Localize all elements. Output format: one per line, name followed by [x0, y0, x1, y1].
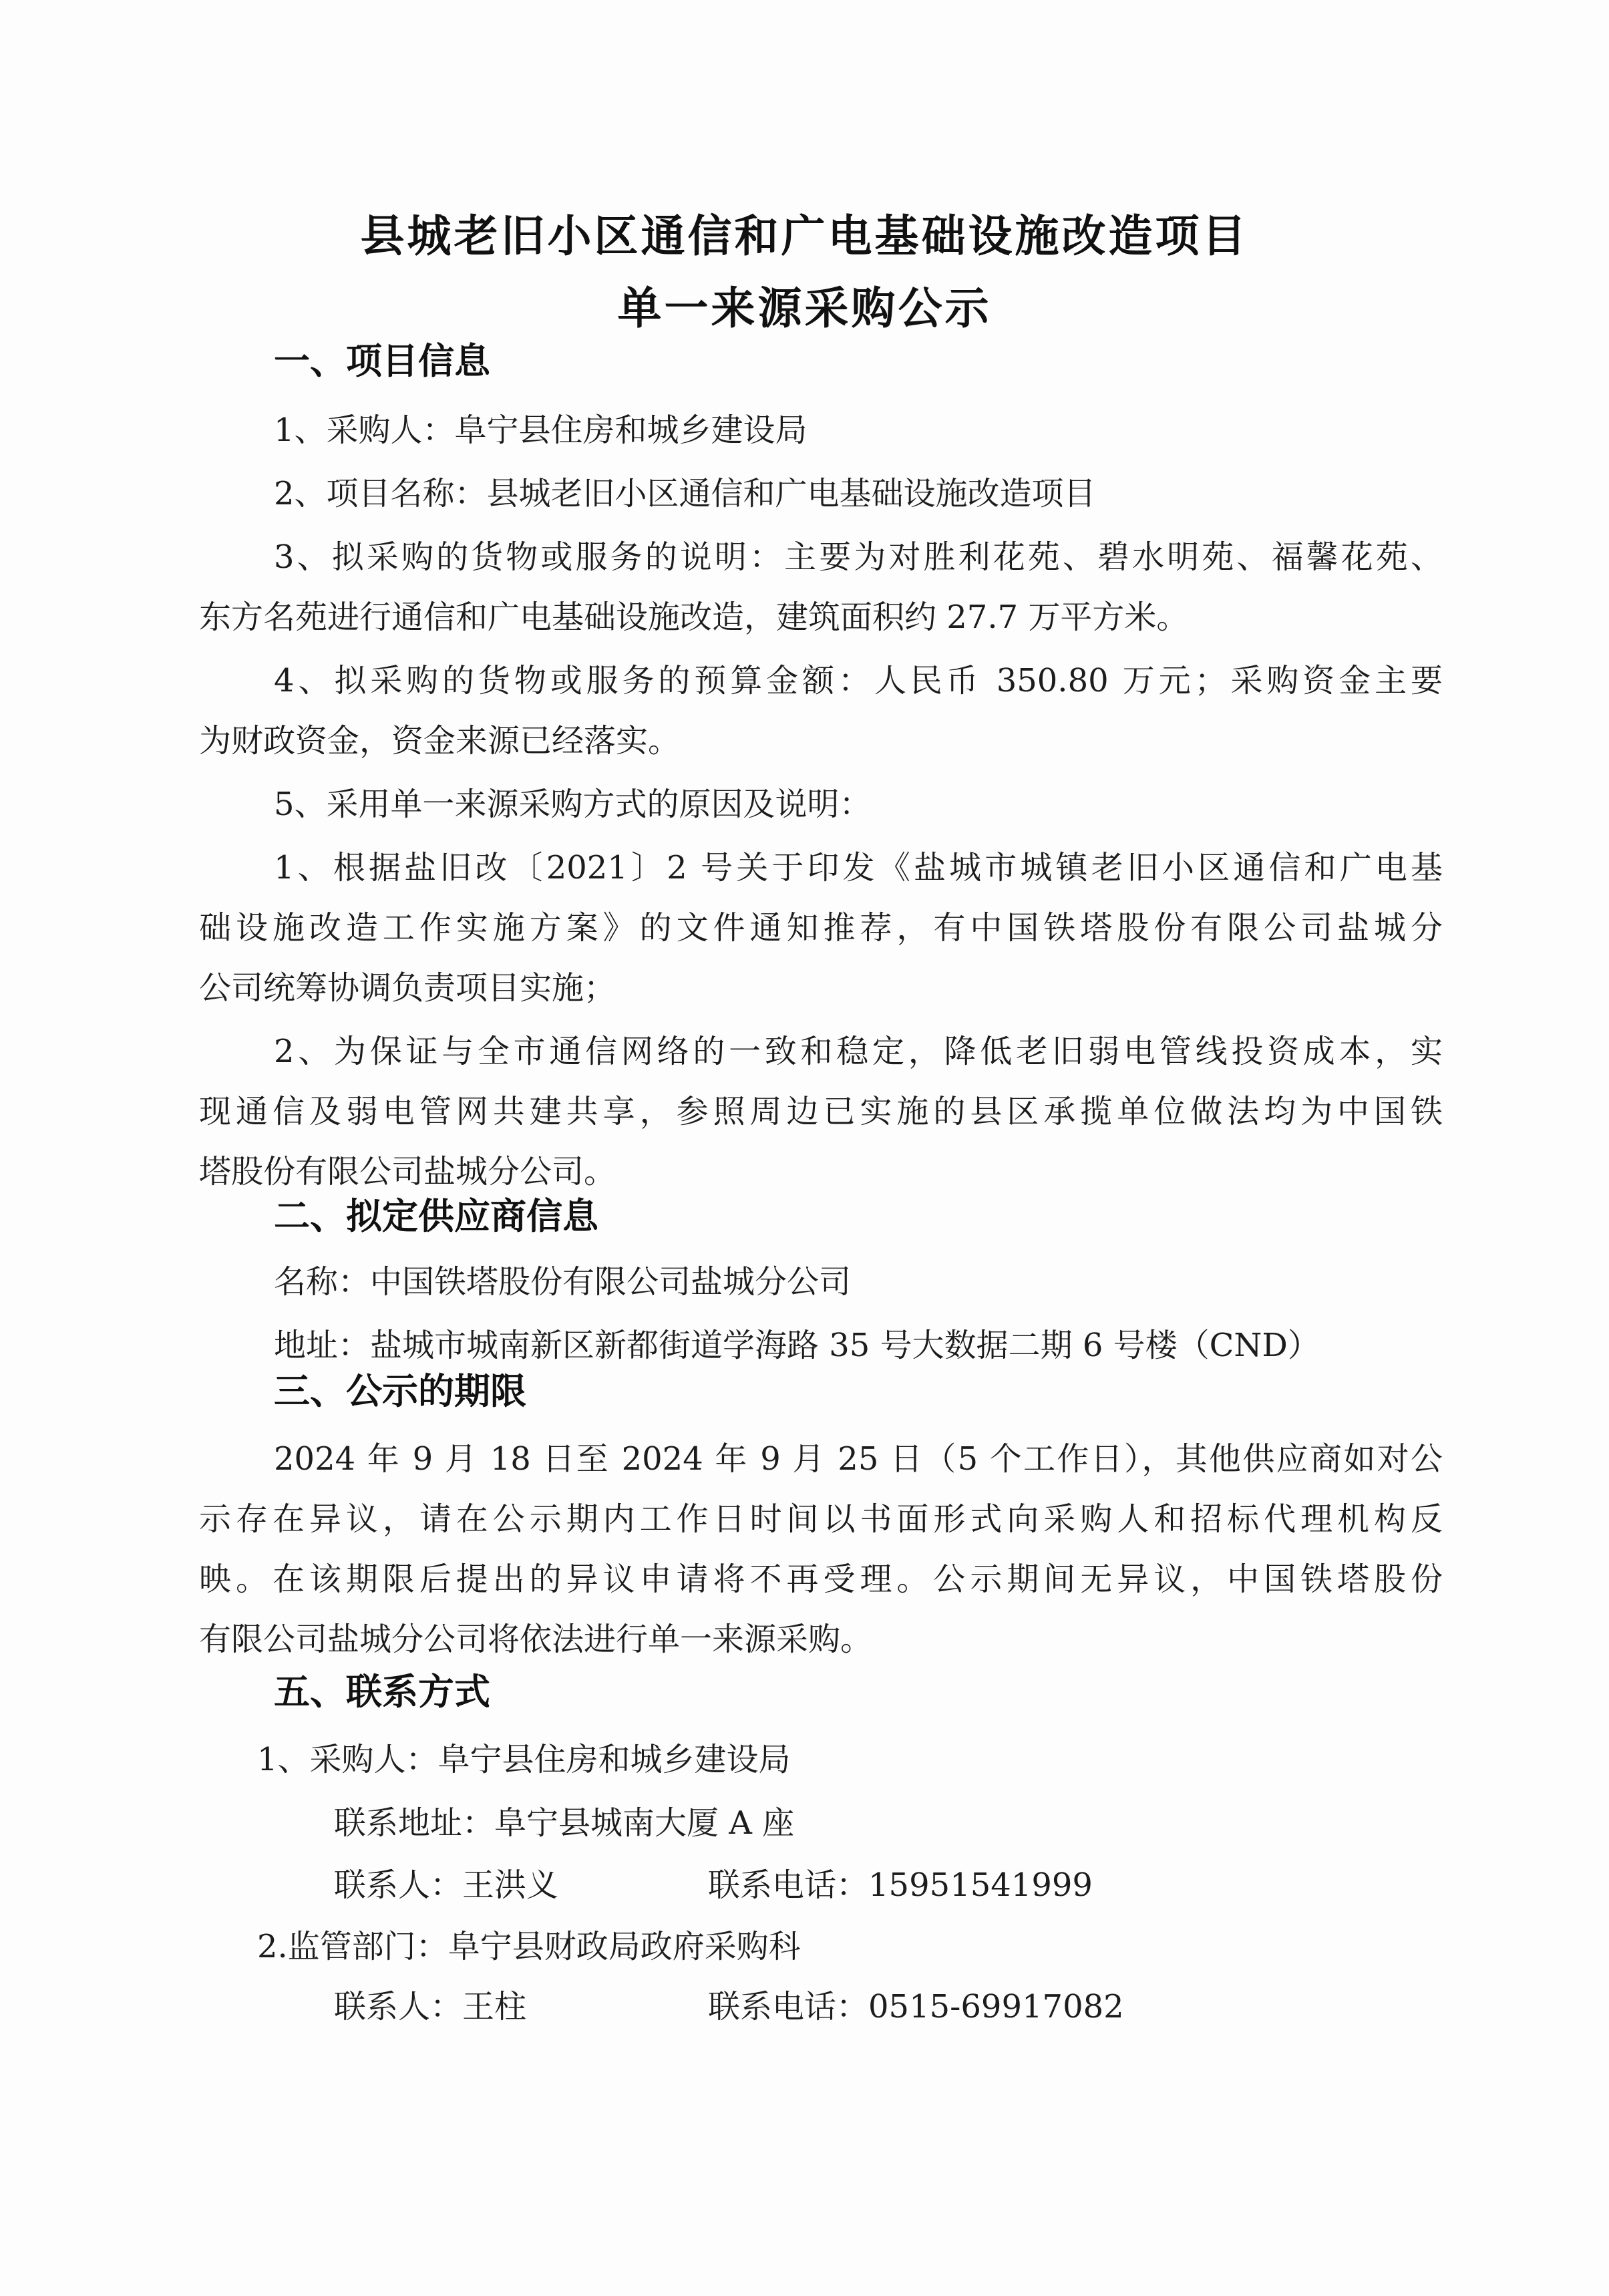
contact-purchaser-phone: 联系电话：15951541999	[708, 1866, 1093, 1904]
contact-purchaser-line: 1、采购人：阜宁县住房和城乡建设局	[257, 1741, 791, 1778]
notice-period-line1: 2024 年 9 月 18 日至 2024 年 9 月 25 日（5 个工作日），其他供应商如对公	[274, 1440, 1443, 1478]
notice-period-line3: 映。在该期限后提出的异议申请将不再受理。公示期间无异议，中国铁塔股份	[199, 1561, 1443, 1598]
reason2-line2: 现通信及弱电管网共建共享，参照周边已实施的县区承揽单位做法均为中国铁	[199, 1093, 1443, 1130]
contact-purchaser-person: 联系人：王洪义	[334, 1866, 559, 1904]
budget-line1: 4、拟采购的货物或服务的预算金额：人民币 350.80 万元；采购资金主要	[274, 662, 1443, 699]
reason2-line3: 塔股份有限公司盐城分公司。	[199, 1153, 616, 1190]
section-heading-supplier-info: 二、拟定供应商信息	[274, 1195, 598, 1237]
reason-heading: 5、采用单一来源采购方式的原因及说明：	[274, 786, 872, 823]
reason1-line1: 1、根据盐旧改〔2021〕2 号关于印发《盐城市城镇老旧小区通信和广电基	[274, 849, 1443, 886]
section-heading-contact: 五、联系方式	[274, 1671, 490, 1713]
reason1-line3: 公司统筹协调负责项目实施；	[199, 969, 616, 1007]
notice-period-line4: 有限公司盐城分公司将依法进行单一来源采购。	[199, 1621, 873, 1658]
notice-period-line2: 示存在异议，请在公示期内工作日时间以书面形式向采购人和招标代理机构反	[199, 1500, 1443, 1538]
document-title-line2: 单一来源采购公示	[617, 283, 992, 334]
contact-supervisor-person: 联系人：王柱	[334, 1988, 527, 2025]
document-title-line1: 县城老旧小区通信和广电基础设施改造项目	[360, 210, 1249, 262]
contact-supervisor-phone: 联系电话：0515-69917082	[708, 1988, 1124, 2025]
reason2-line1: 2、为保证与全市通信网络的一致和稳定，降低老旧弱电管线投资成本，实	[274, 1033, 1443, 1070]
supplier-name-line: 名称：中国铁塔股份有限公司盐城分公司	[274, 1263, 852, 1301]
project-name-line: 2、项目名称：县城老旧小区通信和广电基础设施改造项目	[274, 475, 1096, 512]
supplier-address-line: 地址：盐城市城南新区新都街道学海路 35 号大数据二期 6 号楼（CND）	[274, 1327, 1320, 1364]
reason1-line2: 础设施改造工作实施方案》的文件通知推荐，有中国铁塔股份有限公司盐城分	[199, 909, 1443, 947]
contact-purchaser-address: 联系地址：阜宁县城南大厦 A 座	[334, 1804, 795, 1842]
section-heading-notice-period: 三、公示的期限	[274, 1370, 526, 1412]
contact-supervisor-line: 2.监管部门：阜宁县财政局政府采购科	[257, 1928, 801, 1965]
budget-line2: 为财政资金，资金来源已经落实。	[199, 722, 681, 760]
section-heading-project-info: 一、项目信息	[274, 340, 490, 382]
purchaser-line: 1、采购人：阜宁县住房和城乡建设局	[274, 412, 808, 449]
goods-description-line1: 3、拟采购的货物或服务的说明：主要为对胜利花苑、碧水明苑、福馨花苑、	[274, 538, 1443, 576]
goods-description-line2: 东方名苑进行通信和广电基础设施改造，建筑面积约 27.7 万平方米。	[199, 599, 1189, 636]
